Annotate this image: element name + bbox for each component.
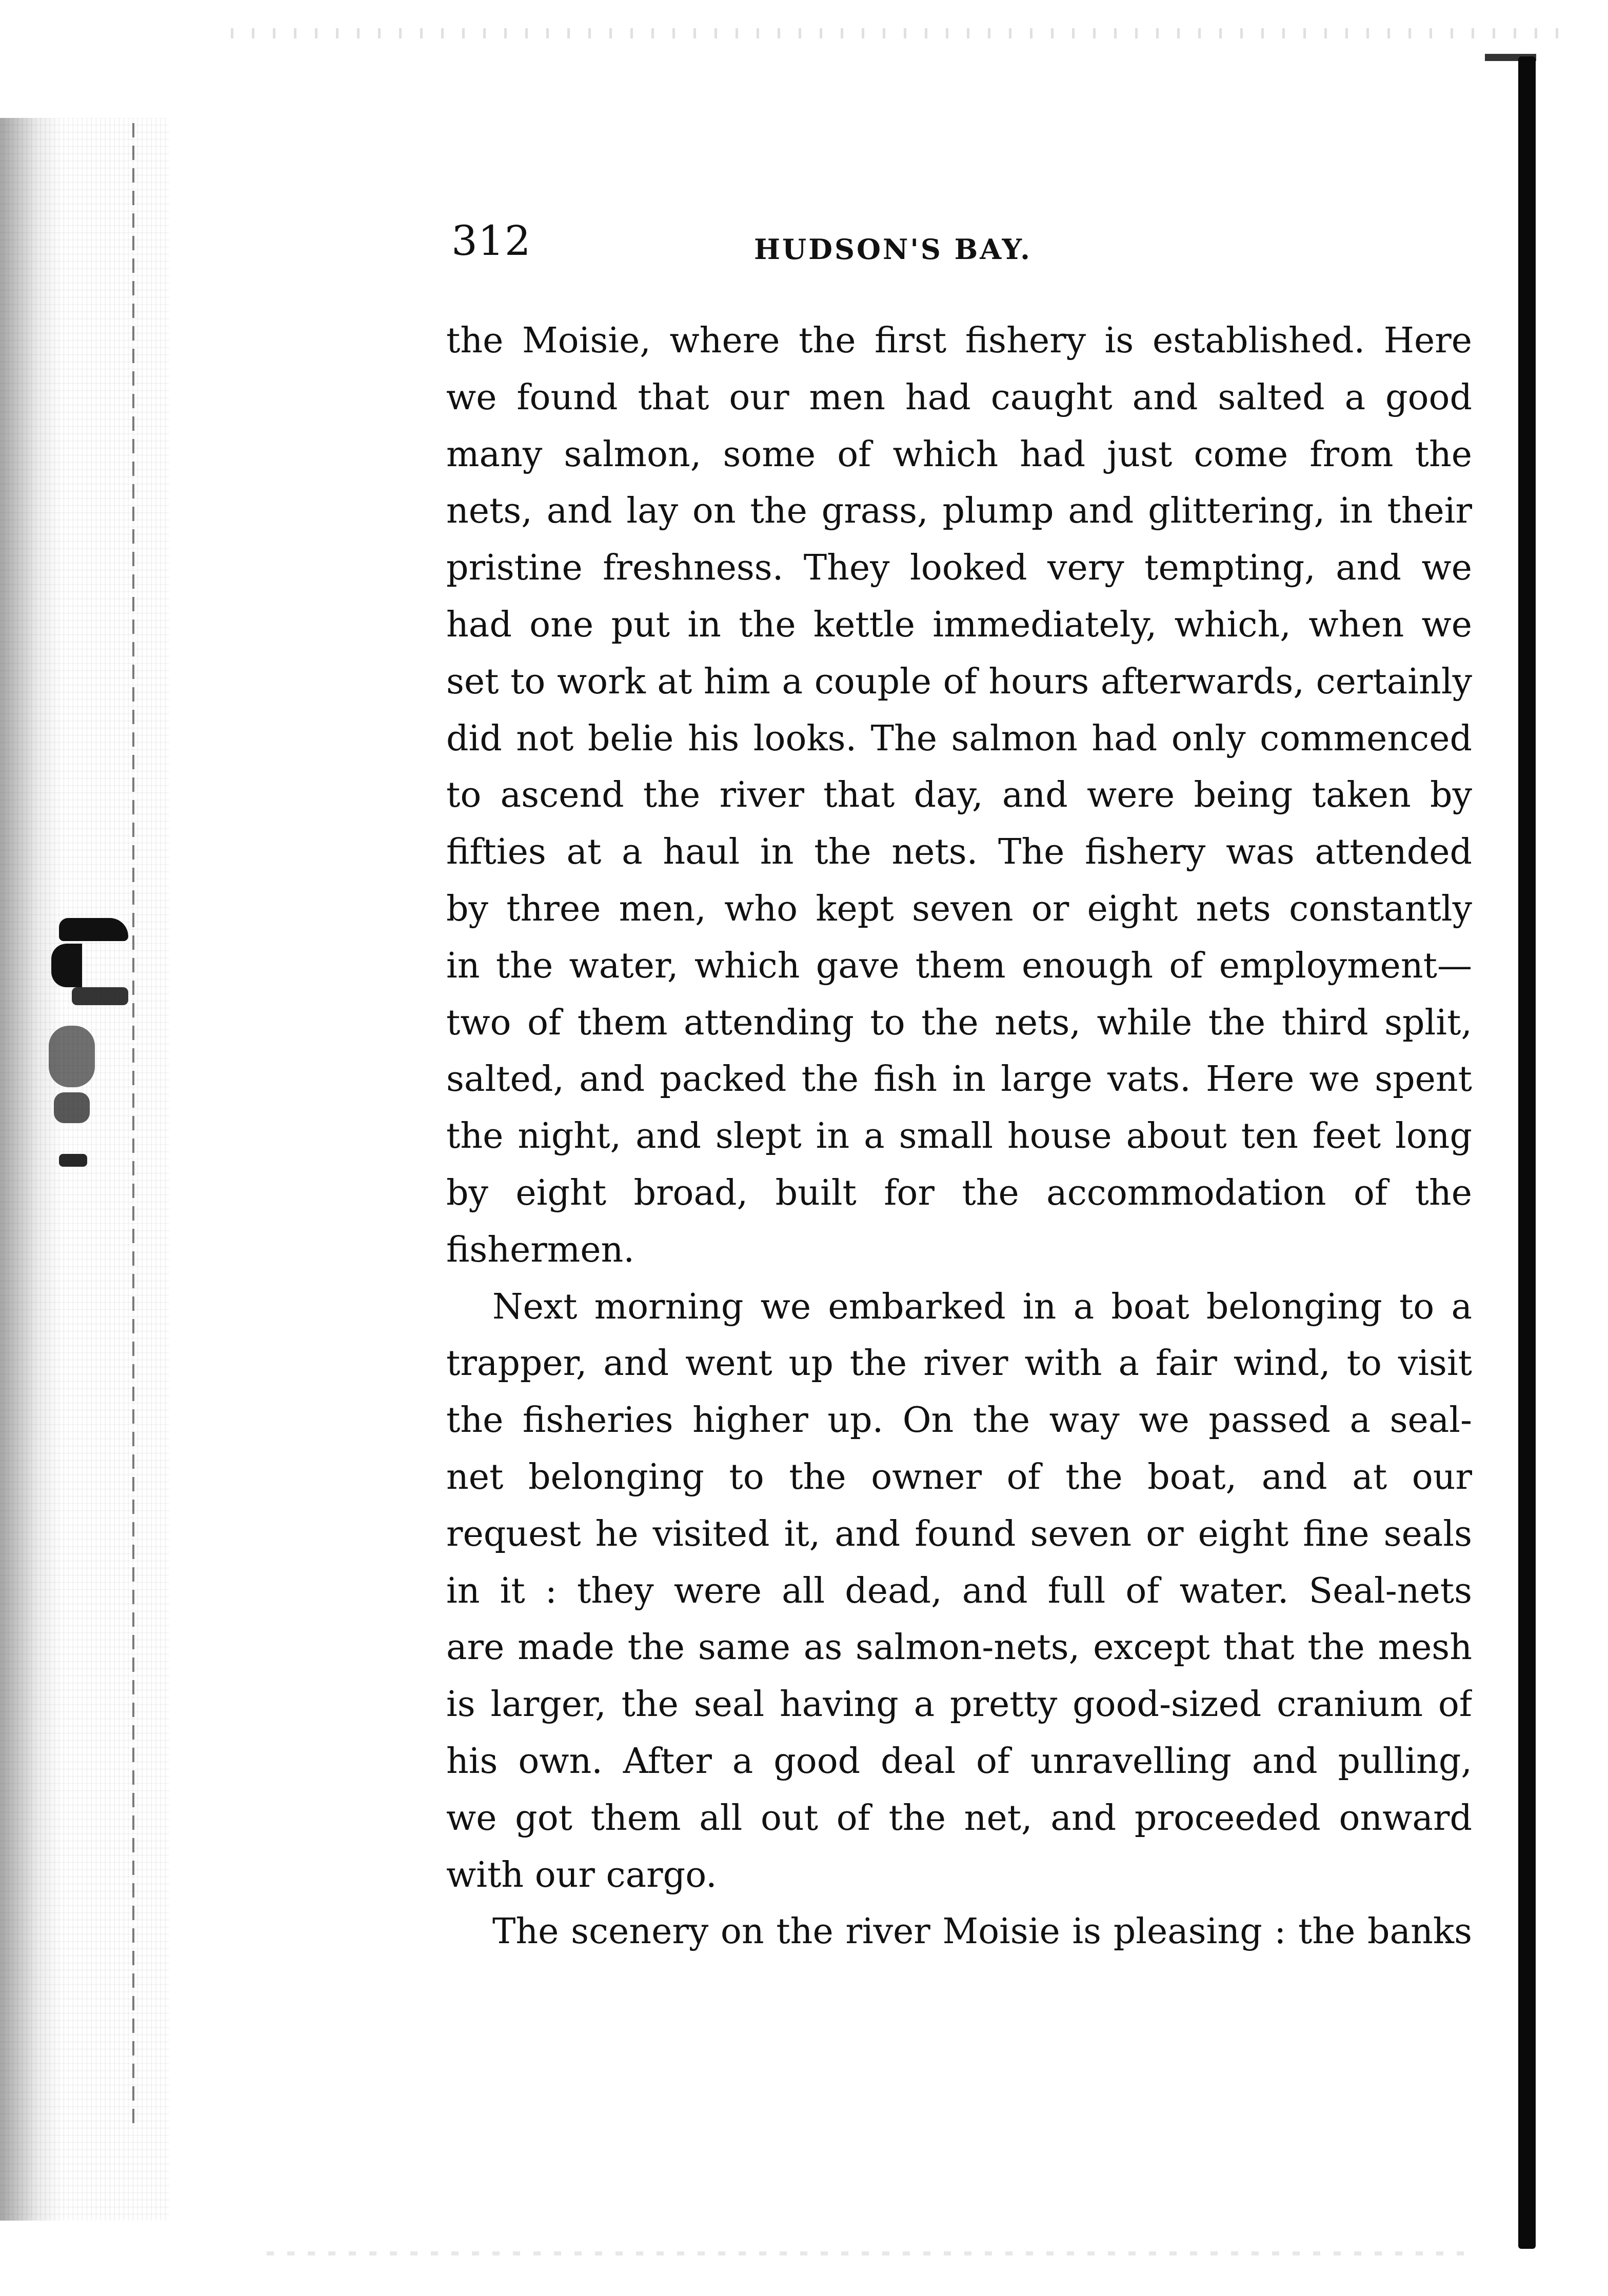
running-title: HUDSON'S BAY. — [754, 233, 1032, 266]
paragraph-first-line: The scenery on the river Moisie is pleasing : the banks — [492, 1911, 1472, 1952]
text-line: two of them attending to the nets, while the third split, — [446, 1002, 1472, 1043]
text-line: in the water, which gave them enough of employment— — [446, 945, 1472, 986]
scan-gutter-shadow — [0, 118, 62, 2221]
text-line: the fisheries higher up. On the way we passed a seal- — [446, 1400, 1472, 1441]
text-line: we got them all out of the net, and proceeded onward — [446, 1798, 1472, 1839]
paragraph-end-line: with our cargo. — [446, 1854, 717, 1895]
text-line: we found that our men had caught and salted a good — [446, 377, 1472, 418]
text-line: the night, and slept in a small house about ten feet long — [446, 1116, 1472, 1157]
scan-ink-blot — [59, 1154, 87, 1167]
text-line: is larger, the seal having a pretty good-sized cranium of — [446, 1684, 1472, 1725]
text-line: by eight broad, built for the accommodation of the — [446, 1172, 1472, 1213]
scan-bottom-speckle — [267, 2251, 1472, 2255]
body-text — [446, 313, 1472, 1961]
text-line: the Moisie, where the first fishery is established. Here — [446, 321, 1472, 361]
text-line: in it : they were all dead, and full of water. Seal-nets — [446, 1570, 1472, 1611]
text-line: to ascend the river that day, and were being taken by — [446, 775, 1472, 816]
text-line: set to work at him a couple of hours afterwards, certainly — [446, 661, 1472, 702]
scan-ink-blot — [59, 918, 128, 941]
scan-gutter-line — [132, 123, 134, 2123]
text-line: by three men, who kept seven or eight nets constantly — [446, 888, 1472, 929]
text-line: had one put in the kettle immediately, which, when we — [446, 604, 1472, 645]
text-line: net belonging to the owner of the boat, and at our — [446, 1456, 1472, 1498]
paragraph-end-line: fishermen. — [446, 1229, 634, 1270]
text-line: his own. After a good deal of unravelling and pulling, — [446, 1741, 1472, 1782]
scan-ink-blot — [49, 1026, 95, 1087]
text-line: did not belie his looks. The salmon had only commenced — [446, 718, 1472, 759]
scan-ink-blot — [51, 944, 82, 987]
page-number: 312 — [451, 217, 531, 265]
text-line: salted, and packed the fish in large vats. Here we spent — [446, 1059, 1472, 1100]
running-head — [451, 213, 1477, 269]
text-line: nets, and lay on the grass, plump and glittering, in their — [446, 491, 1472, 532]
scan-ink-blot — [54, 1092, 90, 1123]
text-line: fifties at a haul in the nets. The fishery was attended — [446, 832, 1472, 873]
paragraph-first-line: Next morning we embarked in a boat belonging to a — [492, 1286, 1472, 1327]
text-line: trapper, and went up the river with a fair wind, to visit — [446, 1343, 1472, 1384]
scan-right-border — [1518, 56, 1536, 2249]
text-line: request he visited it, and found seven or eight fine seals — [446, 1513, 1472, 1554]
text-line: many salmon, some of which had just come from the — [446, 434, 1472, 475]
text-line: are made the same as salmon-nets, except that the mesh — [446, 1627, 1472, 1668]
scan-top-speckle — [231, 28, 1564, 38]
scan-ink-blot — [72, 987, 128, 1005]
text-line: pristine freshness. They looked very tempting, and we — [446, 548, 1472, 589]
